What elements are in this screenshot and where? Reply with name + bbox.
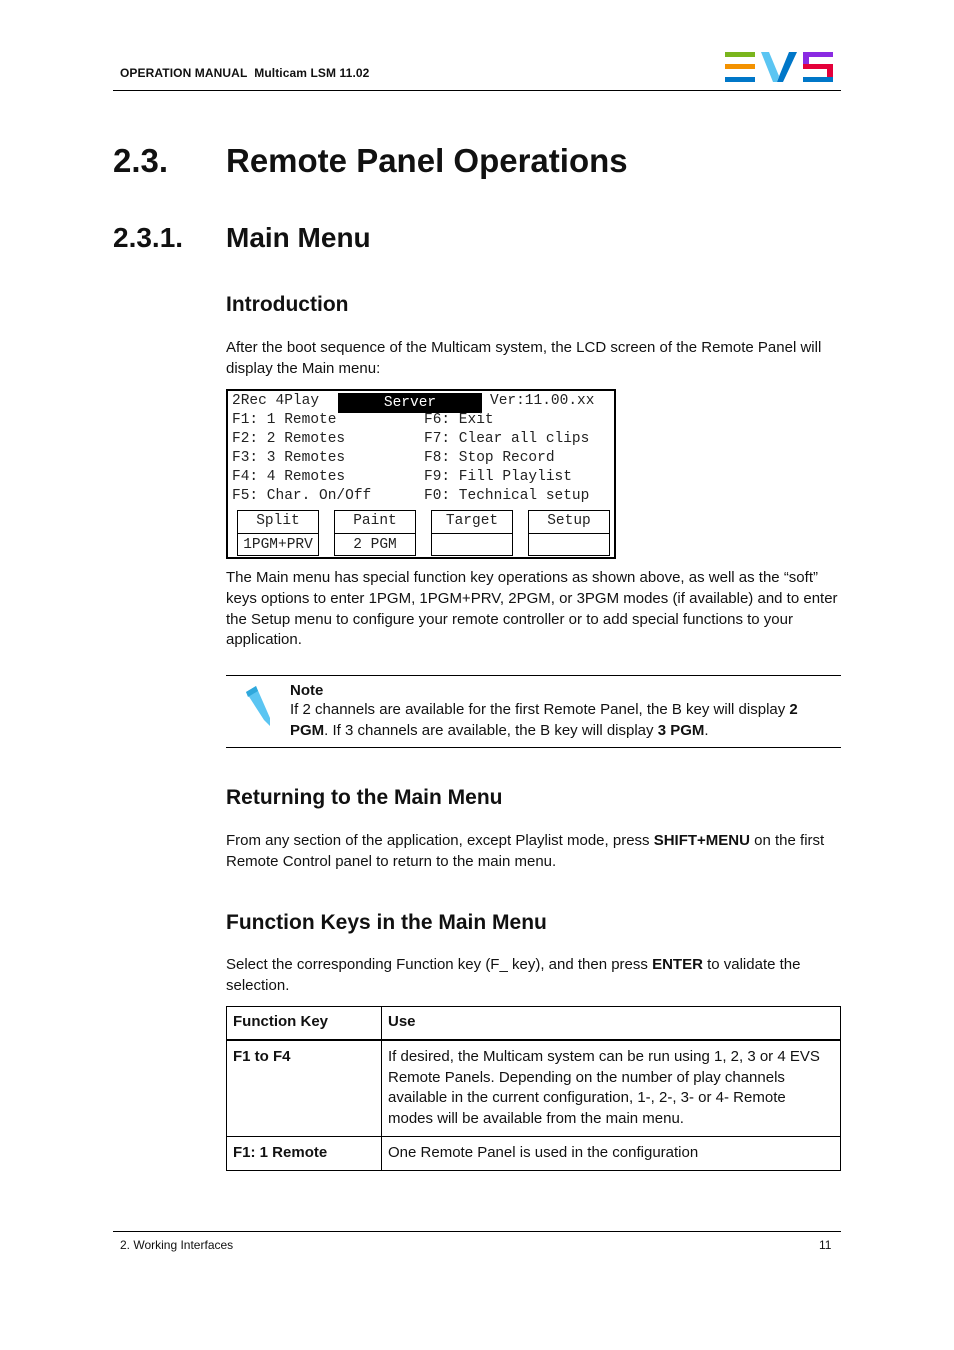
subsection-number: 2.3.1. [113,222,184,253]
lcd-menu-item: F5: Char. On/Off [232,488,372,504]
softkey-top-label: Split [238,511,318,534]
table-header-function-key: Function Key [227,1007,382,1040]
note-bottom-rule [226,747,841,748]
lcd-softkey-setup [528,510,610,556]
header-rule [113,90,841,91]
header-manual-label: OPERATION MANUAL [120,66,248,80]
table-row [227,1136,841,1170]
introduction-text: After the boot sequence of the Multicam system, the LCD screen of the Remote Panel will display the Main menu: [226,339,822,377]
softkey-top-label: Setup [529,511,609,534]
softkey-top-label: Target [432,511,512,534]
lcd-status-left: 2Rec 4Play [232,393,320,409]
lcd-main-menu-screen [226,389,616,559]
function-keys-table [226,1006,841,1171]
note-text: If 2 channels are available for the first Remote Panel, the B key will display 2 PGM. If 3 channels are available, the B key will display 3 PGM. [290,701,798,739]
function-keys-heading: Function Keys in the Main Menu [226,911,547,934]
main-menu-description: The Main menu has special function key operations as shown above, as well as the “soft” keys options to enter 1PGM, 1PGM+PRV, 2PGM, or 3PGM modes (if available) and to enter the Setup menu to configure your remote controller or to add special functions to your application. [226,569,838,649]
running-header [120,66,369,80]
returning-heading: Returning to the Main Menu [226,786,503,809]
table-cell-key: F1 to F4 [227,1040,382,1137]
introduction-heading: Introduction [226,293,349,316]
lcd-menu-item: F3: 3 Remotes [232,450,346,466]
softkey-bottom-label: 2 PGM [353,537,397,553]
function-keys-text: Select the corresponding Function key (F_ key), and then press ENTER to validate the selection. [226,956,801,994]
header-product-label: Multicam LSM 11.02 [254,66,370,80]
softkey-top-label: Paint [335,511,415,534]
lcd-menu-item: F2: 2 Remotes [232,431,346,447]
lcd-menu-item: F8: Stop Record [424,450,555,466]
subsection-title: Main Menu [226,222,371,253]
table-header-row [227,1007,841,1040]
softkey-bottom-label [529,534,609,557]
lcd-softkey-paint [334,510,416,556]
section-title: Remote Panel Operations [226,142,628,179]
pencil-note-icon [240,684,276,726]
footer-chapter: 2. Working Interfaces [120,1238,234,1252]
lcd-menu-item: F7: Clear all clips [424,431,590,447]
table-row [227,1040,841,1137]
lcd-status-right: Ver:11.00.xx [490,393,595,409]
footer-rule [113,1231,841,1232]
table-cell-use: One Remote Panel is used in the configuration [382,1136,841,1170]
softkey-bottom-label: 1PGM+PRV [243,537,313,553]
lcd-menu-item: F1: 1 Remote [232,412,337,428]
section-number: 2.3. [113,142,169,179]
note-label: Note [290,682,324,699]
lcd-menu-item: F9: Fill Playlist [424,469,572,485]
returning-text: From any section of the application, except Playlist mode, press SHIFT+MENU on the first Remote Control panel to return to the main menu. [226,832,825,870]
softkey-bottom-label [432,534,512,557]
note-top-rule [226,675,841,676]
lcd-menu-item: F6: Exit [424,412,494,428]
table-cell-use: If desired, the Multicam system can be run using 1, 2, 3 or 4 EVS Remote Panels. Depending on the number of play channels available in the current configuration, 1-, 2-, 3- or 4- Remote modes will be available from the main menu. [382,1040,841,1137]
lcd-softkey-target [431,510,513,556]
lcd-softkey-split [237,510,319,556]
lcd-menu-item: F4: 4 Remotes [232,469,346,485]
lcd-status-highlight: Server [338,393,482,413]
lcd-menu-item: F0: Technical setup [424,488,590,504]
footer-page-number: 11 [819,1238,832,1252]
table-cell-key: F1: 1 Remote [227,1136,382,1170]
evs-logo-icon [725,52,835,82]
table-header-use: Use [382,1007,841,1040]
